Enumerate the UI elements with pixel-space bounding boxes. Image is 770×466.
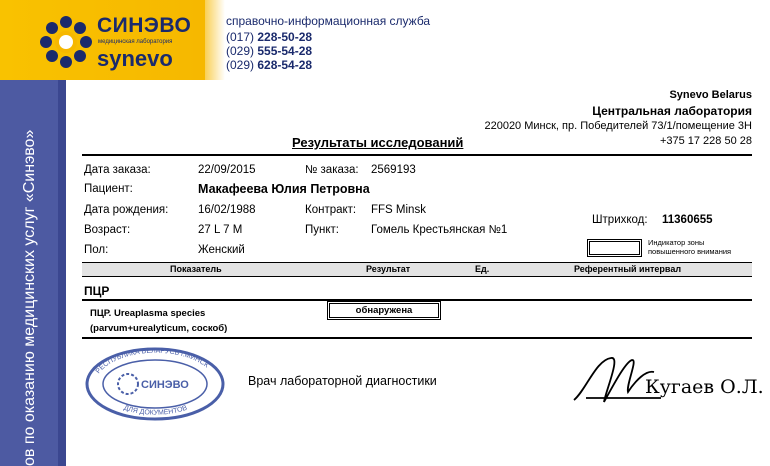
- results-table-header: [82, 262, 752, 277]
- barcode-value: 11360655: [662, 214, 713, 226]
- attention-indicator-box: [587, 239, 642, 257]
- sidebar-strip: [58, 80, 66, 466]
- brand-subtitle: медицинская лаборатория: [98, 39, 173, 45]
- footer-divider: [82, 337, 752, 339]
- company-name: Synevo Belarus: [669, 89, 752, 101]
- contract-value: FFS Minsk: [371, 204, 426, 216]
- company-lab: Центральная лаборатория: [592, 104, 752, 118]
- test-result: обнаружена: [327, 301, 441, 320]
- sex-value: Женский: [198, 244, 245, 256]
- age-label: Возраст:: [84, 224, 131, 236]
- attention-indicator-label: Индикатор зоны повышенного внимания: [648, 238, 732, 256]
- brand-ru: СИНЭВО: [97, 14, 192, 37]
- test-name: ПЦР. Ureaplasma species (parvum+urealyticum, соскоб): [90, 308, 228, 334]
- header-bar: [0, 0, 770, 80]
- phone-2: (029) 555-54-28: [226, 44, 313, 58]
- point-label: Пункт:: [305, 224, 339, 236]
- birth-date-label: Дата рождения:: [84, 204, 169, 216]
- col-result: Результат: [366, 264, 411, 274]
- sex-label: Пол:: [84, 244, 109, 256]
- patient-label: Пациент:: [84, 183, 133, 195]
- company-address: 220020 Минск, пр. Победителей 73/1/помещение 3Н: [484, 120, 752, 132]
- col-reference: Референтный интервал: [574, 264, 682, 274]
- order-date-value: 22/09/2015: [198, 164, 256, 176]
- contract-label: Контракт:: [305, 204, 357, 216]
- barcode-label: Штрихкод:: [592, 214, 648, 226]
- company-phone: +375 17 228 50 28: [659, 135, 752, 147]
- point-value: Гомель Крестьянская №1: [371, 224, 508, 236]
- doctor-title: Врач лабораторной диагностики: [248, 374, 437, 388]
- patient-name: Макафеева Юлия Петровна: [198, 182, 370, 196]
- order-number-label: № заказа:: [305, 164, 359, 176]
- brand-en: synevo: [97, 46, 173, 71]
- divider: [82, 154, 752, 156]
- section-title: ПЦР: [84, 284, 110, 298]
- order-number-value: 2569193: [371, 164, 416, 176]
- stamp-icon: [83, 345, 228, 423]
- age-value: 27 L 7 M: [198, 224, 243, 236]
- svg-text:РЕСПУБЛИКА БЕЛАРУСЬ г.МИНСК: РЕСПУБЛИКА БЕЛАРУСЬ г.МИНСК: [94, 347, 210, 376]
- col-indicator: Показатель: [170, 264, 222, 274]
- svg-text:ДЛЯ ДОКУМЕНТОВ: ДЛЯ ДОКУМЕНТОВ: [122, 404, 189, 417]
- signature-name: Кугаев О.Л.: [645, 376, 764, 398]
- page-title: Результаты исследований: [292, 135, 464, 150]
- phone-3: (029) 628-54-28: [226, 58, 313, 72]
- birth-date-value: 16/02/1988: [198, 204, 256, 216]
- sidebar: [0, 80, 66, 466]
- logo-panel-fade: [195, 0, 225, 80]
- synevo-logo-icon: [38, 14, 94, 70]
- col-unit: Ед.: [475, 264, 490, 274]
- order-date-label: Дата заказа:: [84, 164, 151, 176]
- service-label: справочно-информационная служба: [226, 14, 431, 28]
- phone-1: (017) 228-50-28: [226, 30, 313, 44]
- svg-text:СИНЭВО: СИНЭВО: [141, 379, 189, 391]
- sidebar-text: ов по оказанию медицинских услуг «Синэво»: [21, 129, 38, 466]
